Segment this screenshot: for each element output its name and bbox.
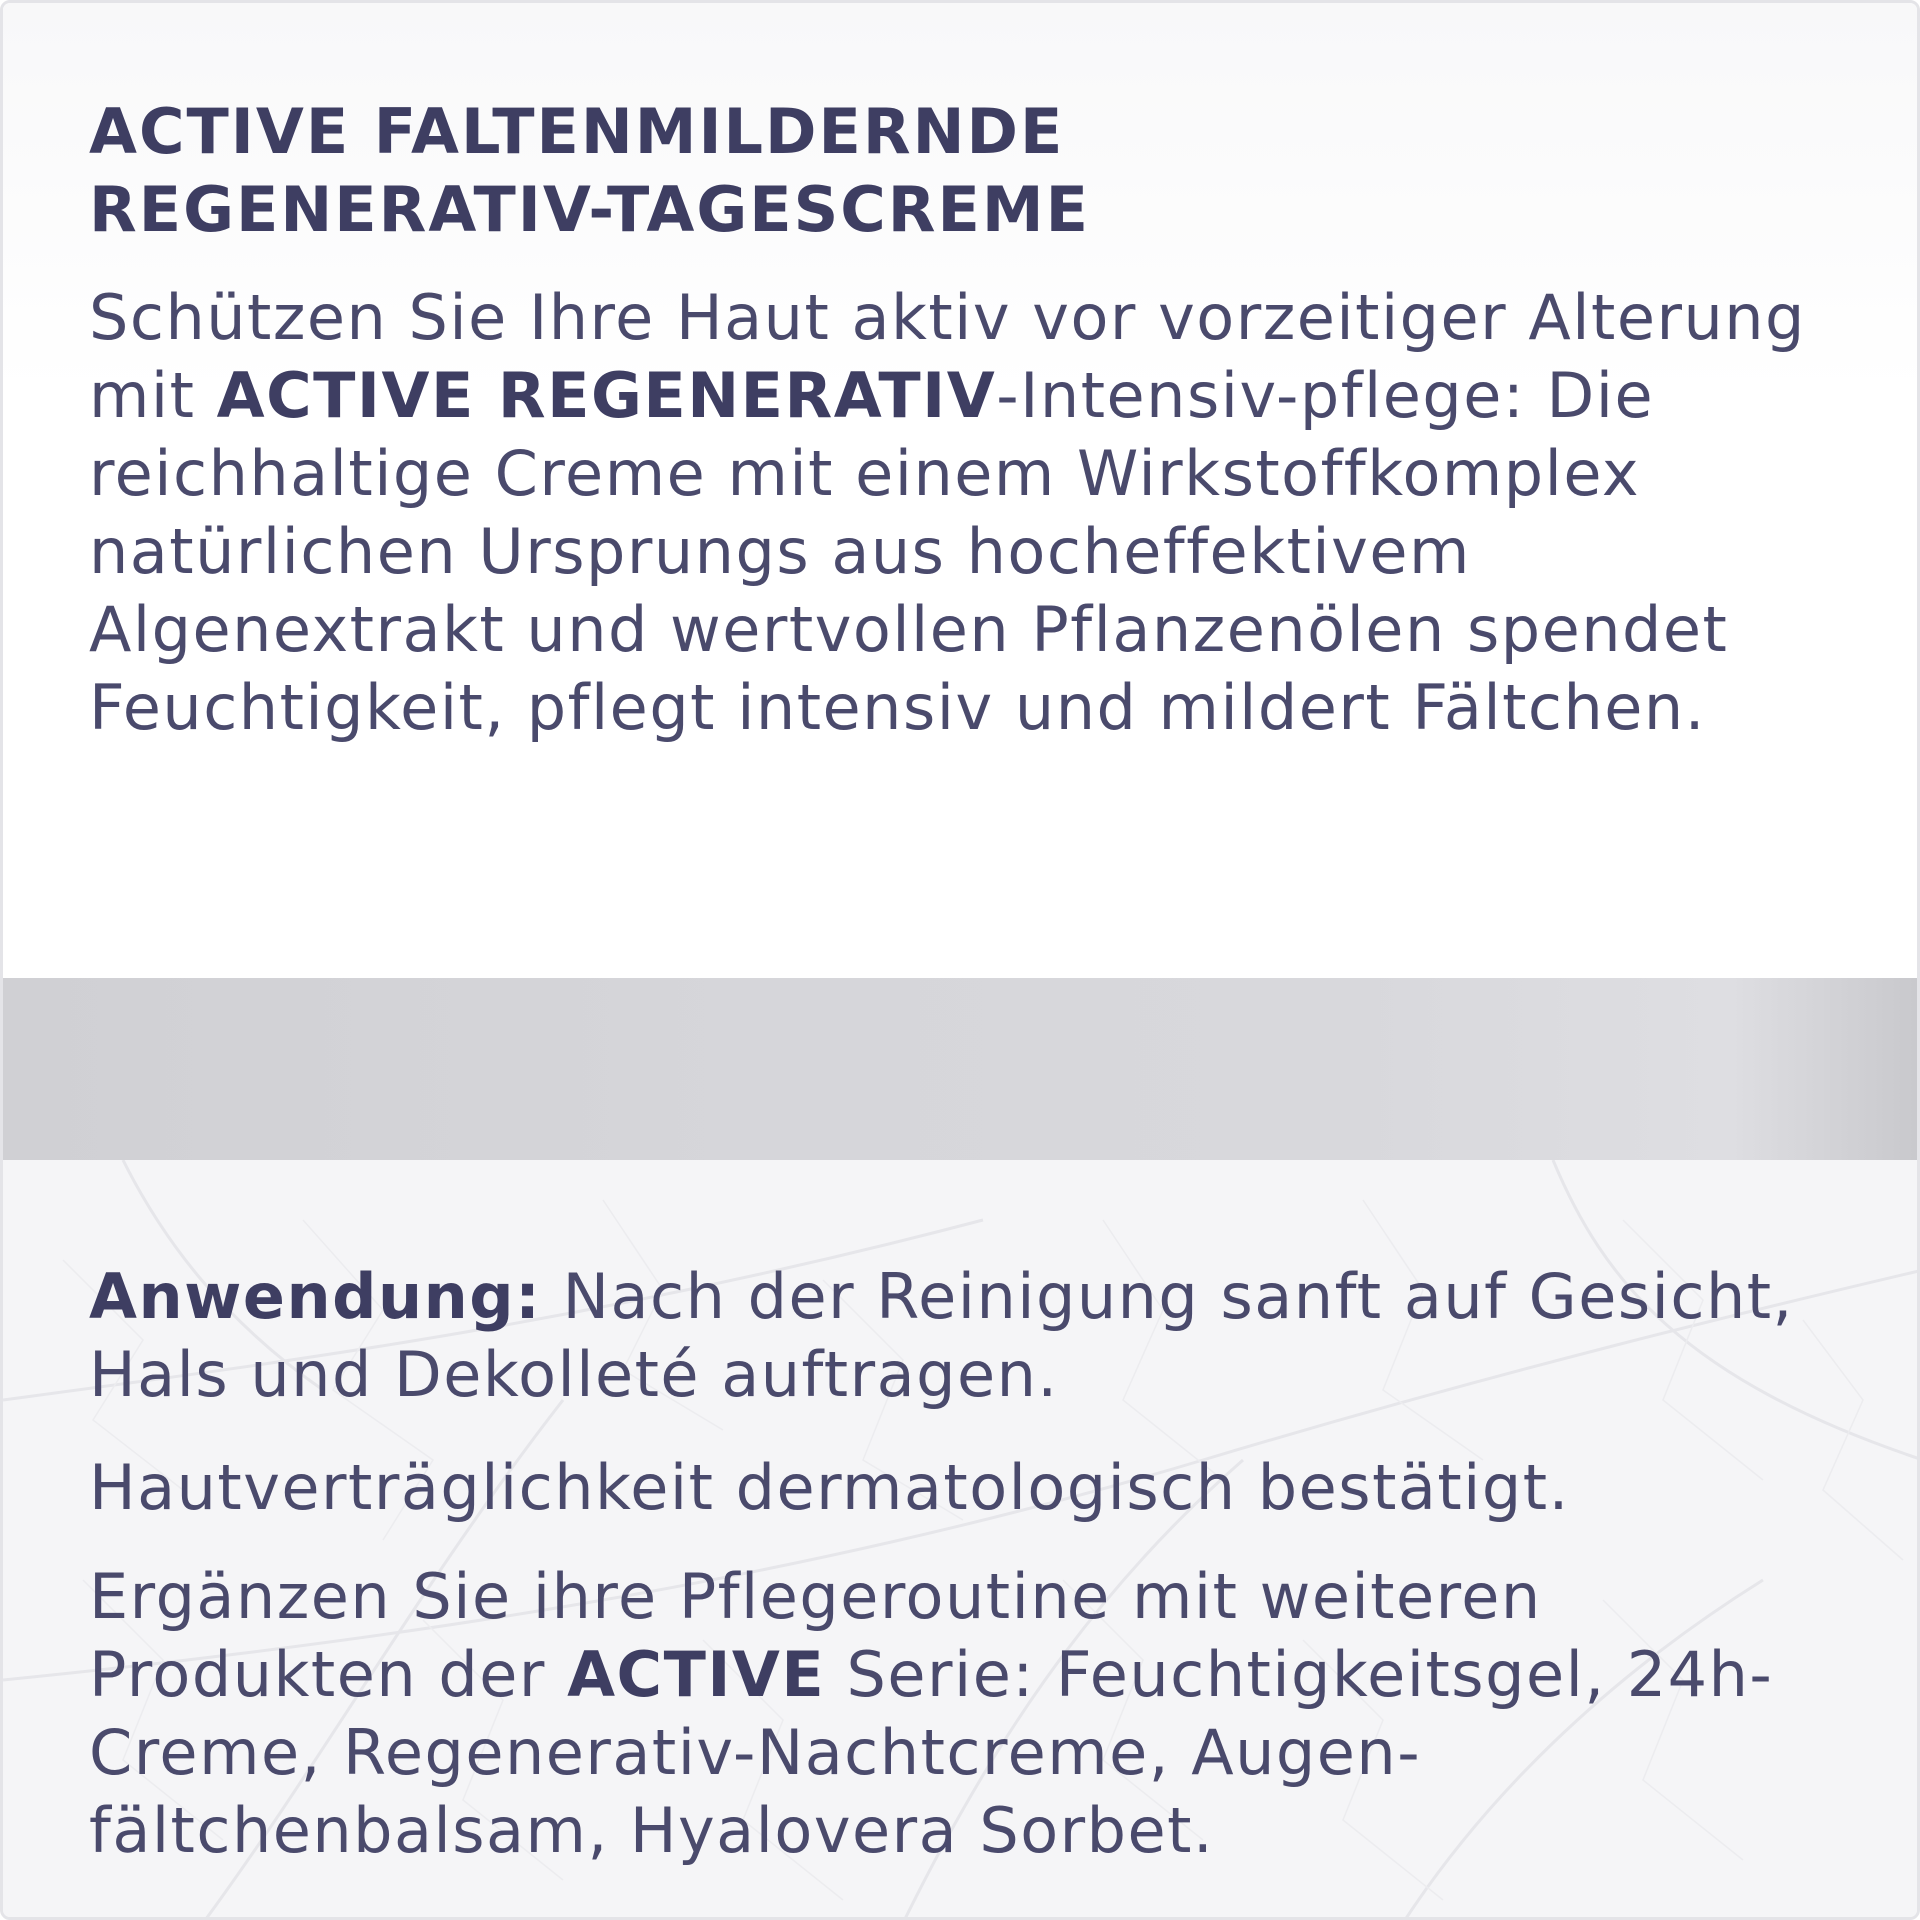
skin-tolerance-note: Hautverträglichkeit dermatologisch bestätigt. bbox=[89, 1451, 1570, 1524]
description-text-start: Schützen Sie Ihre Haut aktiv vor vorzeitiger Alterung mit bbox=[89, 281, 1806, 432]
series-brand-name: ACTIVE bbox=[567, 1638, 826, 1711]
product-description bbox=[89, 279, 1849, 747]
product-series-note bbox=[89, 1558, 1849, 1870]
series-text-start: Ergänzen Sie ihre Pflegeroutine mit weiteren Produkten der bbox=[89, 1560, 1542, 1711]
silver-band bbox=[3, 978, 1920, 1160]
product-title-line-2: REGENERATIV-TAGESCREME bbox=[89, 173, 1090, 246]
usage-text: Nach der Reinigung sanft auf Gesicht, Hals und Dekolleté auftragen. bbox=[89, 1260, 1794, 1411]
product-title-line-1: ACTIVE FALTENMILDERNDE bbox=[89, 95, 1065, 168]
usage-label: Anwendung: bbox=[89, 1260, 542, 1333]
description-text-end: -Intensiv-pflege: Die reichhaltige Creme mit einem Wirkstoffkomplex natürlichen Ursprungs aus hocheffektivem Algenextrakt und wertvollen Pflanzenölen spendet Feuchtigkeit, pflegt intensiv und mildert Fältchen. bbox=[89, 359, 1729, 744]
usage-instructions bbox=[89, 1258, 1849, 1414]
product-title bbox=[89, 93, 1789, 249]
series-text-end: Serie: Feuchtigkeitsgel, 24h-Creme, Regenerativ-Nachtcreme, Augen-fältchenbalsam, Hyalovera Sorbet. bbox=[89, 1638, 1774, 1867]
description-brand-name: ACTIVE REGENERATIV bbox=[216, 359, 997, 432]
